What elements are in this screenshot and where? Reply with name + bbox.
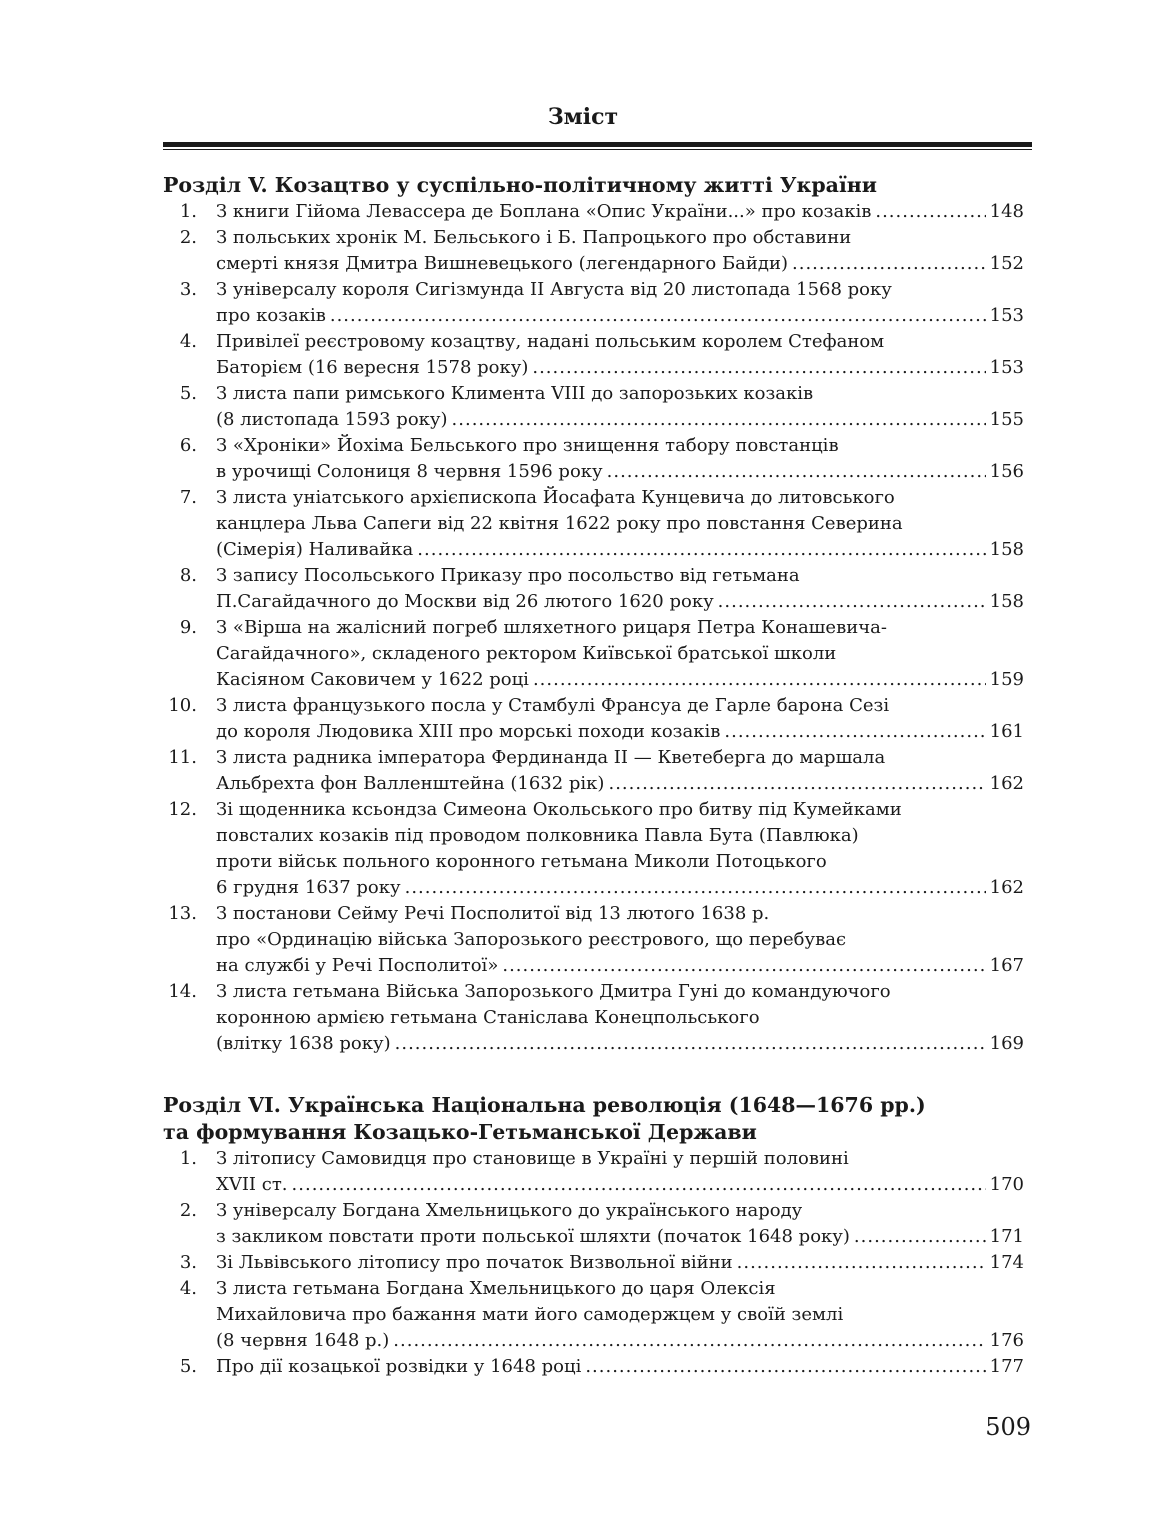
- toc-entry: [163, 485, 1032, 563]
- toc-entry-page: 174: [989, 1252, 1024, 1273]
- toc-entry-text-line: повсталих козаків під проводом полковника Павла Бута (Павлюка): [216, 825, 859, 846]
- toc-entry: [163, 329, 1032, 381]
- dot-leader: [405, 875, 986, 901]
- toc-entry: [163, 1198, 1032, 1250]
- dot-leader: [875, 199, 985, 225]
- toc-entry: [163, 199, 1032, 225]
- toc-entry: [163, 797, 1032, 901]
- toc-entry-text-line: З універсалу короля Сигізмунда II Августа від 20 листопада 1568 року: [216, 279, 892, 300]
- dot-leader: [502, 953, 985, 979]
- toc-entry-number: 3.: [179, 279, 197, 300]
- toc-entry-text-line: З листа французького посла у Стамбулі Франсуа де Гарле барона Сезі: [216, 695, 890, 716]
- toc-entry-number: 12.: [168, 799, 197, 820]
- toc-entry-text-line: З польських хронік М. Бельського і Б. Папроцького про обставини: [216, 227, 852, 248]
- toc-entry-text-line: Про дії козацької розвідки у 1648 році: [216, 1356, 582, 1377]
- toc-entry: [163, 615, 1032, 693]
- toc-entry: [163, 277, 1032, 329]
- toc-entry-page: 159: [989, 669, 1024, 690]
- toc-entry-text-line: З листа уніатського архієпископа Йосафата Кунцевича до литовського: [216, 487, 895, 508]
- toc-entry-text-line: З листа папи римського Климента VIII до запорозьких козаків: [216, 383, 814, 404]
- toc-entry: [163, 1276, 1032, 1354]
- toc-entry-text-line: (влітку 1638 року): [216, 1033, 391, 1054]
- dot-leader: [292, 1172, 986, 1198]
- dot-leader: [607, 459, 986, 485]
- toc-entry-page: 170: [989, 1174, 1024, 1195]
- toc-entry: [163, 979, 1032, 1057]
- header-rule-thin: [163, 149, 1032, 150]
- dot-leader: [724, 719, 985, 745]
- toc-entry-number: 14.: [168, 981, 197, 1002]
- toc-entry-text-line: смерті князя Дмитра Вишневецького (легендарного Байди): [216, 253, 789, 274]
- toc-entry-number: 1.: [179, 1148, 197, 1169]
- toc-entry-text-line: XVII ст.: [216, 1174, 288, 1195]
- toc-entry-page: 167: [989, 955, 1024, 976]
- toc-entry: [163, 745, 1032, 797]
- section-6-title-line-1: Розділ VI. Українська Національна революція (1648—1676 рр.): [163, 1093, 926, 1117]
- toc-entry-page: 153: [989, 305, 1024, 326]
- toc-entry-text-line: З листа радника імператора Фердинанда II — Кветеберга до маршала: [216, 747, 886, 768]
- dot-leader: [393, 1328, 985, 1354]
- toc-entry-page: 161: [989, 721, 1024, 742]
- toc-entry-page: 177: [989, 1356, 1024, 1377]
- toc-entry-number: 2.: [179, 227, 197, 248]
- toc-entry: [163, 563, 1032, 615]
- toc-entry-page: 156: [989, 461, 1024, 482]
- toc-entry-number: 5.: [179, 383, 197, 404]
- section-5-title: Розділ V. Козацтво у суспільно-політичному житті України: [163, 173, 877, 197]
- toc-entry-number: 3.: [179, 1252, 197, 1273]
- toc-entry-text-line: Альбрехта фон Валленштейна (1632 рік): [216, 773, 605, 794]
- toc-entry-text-line: (8 листопада 1593 року): [216, 409, 448, 430]
- toc-entry-page: 153: [989, 357, 1024, 378]
- toc-entry-number: 4.: [179, 331, 197, 352]
- dot-leader: [608, 771, 985, 797]
- toc-entry-number: 6.: [179, 435, 197, 456]
- toc-entry: [163, 901, 1032, 979]
- toc-entry-text-line: Касіяном Саковичем у 1622 році: [216, 669, 529, 690]
- toc-entry-text-line: П.Сагайдачного до Москви від 26 лютого 1620 року: [216, 591, 714, 612]
- toc-entry-page: 152: [989, 253, 1024, 274]
- section-5-entries: [163, 199, 1032, 1057]
- toc-entry: [163, 693, 1032, 745]
- toc-entry-number: 11.: [168, 747, 197, 768]
- toc-entry-page: 155: [989, 409, 1024, 430]
- toc-entry-text-line: З книги Гійома Левассера де Боплана «Опис України...» про козаків: [216, 201, 872, 222]
- toc-entry-text-line: про козаків: [216, 305, 326, 326]
- toc-entry-number: 10.: [168, 695, 197, 716]
- section-5: [163, 172, 1032, 1057]
- running-header-title: Зміст: [547, 104, 619, 130]
- toc-entry-number: 8.: [179, 565, 197, 586]
- toc-entry-page: 169: [989, 1033, 1024, 1054]
- toc-entry-text-line: Зі щоденника ксьондза Симеона Окольського про битву під Кумейками: [216, 799, 902, 820]
- toc-entry-number: 1.: [179, 201, 197, 222]
- toc-entry-page: 162: [989, 877, 1024, 898]
- dot-leader: [532, 355, 985, 381]
- toc-entry: [163, 433, 1032, 485]
- toc-entry-number: 9.: [179, 617, 197, 638]
- toc-entry-text-line: на службі у Речі Посполитої»: [216, 955, 499, 976]
- dot-leader: [417, 537, 985, 563]
- toc-entry-page: 162: [989, 773, 1024, 794]
- toc-entry-text-line: (Сімерія) Наливайка: [216, 539, 414, 560]
- toc-entry-number: 4.: [179, 1278, 197, 1299]
- dot-leader: [330, 303, 986, 329]
- toc-entry-page: 176: [989, 1330, 1024, 1351]
- toc-entry-number: 13.: [168, 903, 197, 924]
- toc-entry-number: 7.: [179, 487, 197, 508]
- toc-entry: [163, 225, 1032, 277]
- toc-entry-text-line: (8 червня 1648 р.): [216, 1330, 390, 1351]
- toc-entry-text-line: З універсалу Богдана Хмельницького до українського народу: [216, 1200, 803, 1221]
- toc-entry-page: 148: [989, 201, 1024, 222]
- toc-entry: [163, 1146, 1032, 1198]
- toc-entry-text-line: Сагайдачного», складеного ректором Київської братської школи: [216, 643, 837, 664]
- toc-entry: [163, 1354, 1032, 1380]
- toc-entry-page: 158: [989, 591, 1024, 612]
- toc-entry-text-line: З листа гетьмана Богдана Хмельницького до царя Олексія: [216, 1278, 776, 1299]
- dot-leader: [854, 1224, 986, 1250]
- dot-leader: [452, 407, 986, 433]
- toc-entry-text-line: проти військ польного коронного гетьмана Миколи Потоцького: [216, 851, 827, 872]
- toc-entry-text-line: до короля Людовика XIII про морські походи козаків: [216, 721, 721, 742]
- toc-entry-text-line: з закликом повстати проти польської шляхти (початок 1648 року): [216, 1226, 850, 1247]
- toc-entry-text-line: Баторієм (16 вересня 1578 року): [216, 357, 529, 378]
- toc-entry-text-line: канцлера Льва Сапеги від 22 квітня 1622 року про повстання Северина: [216, 513, 903, 534]
- toc-entry-text-line: З літопису Самовидця про становище в Україні у першій половині: [216, 1148, 849, 1169]
- toc-entry-text-line: Зі Львівського літопису про початок Визвольної війни: [216, 1252, 733, 1273]
- toc-entry-text-line: про «Ординацію війська Запорозького реєстрового, що перебуває: [216, 929, 847, 950]
- toc-entry-text-line: З листа гетьмана Війська Запорозького Дмитра Гуні до командуючого: [216, 981, 891, 1002]
- section-6-entries: [163, 1146, 1032, 1380]
- page-number: 509: [985, 1413, 1031, 1441]
- toc-entry-text-line: 6 грудня 1637 року: [216, 877, 401, 898]
- toc-entry: [163, 381, 1032, 433]
- toc-entry-text-line: в урочищі Солониця 8 червня 1596 року: [216, 461, 603, 482]
- toc-entry-text-line: коронною армією гетьмана Станіслава Конецпольського: [216, 1007, 760, 1028]
- toc-entry-text-line: Привілеї реєстровому козацтву, надані польським королем Стефаном: [216, 331, 885, 352]
- toc-entry-page: 171: [989, 1226, 1024, 1247]
- toc-entry-number: 2.: [179, 1200, 197, 1221]
- toc-entry-text-line: З постанови Сейму Речі Посполитої від 13 лютого 1638 р.: [216, 903, 770, 924]
- toc-entry-text-line: Михайловича про бажання мати його самодержцем у своїй землі: [216, 1304, 844, 1325]
- toc-entry-number: 5.: [179, 1356, 197, 1377]
- section-6: [163, 1092, 1032, 1380]
- section-6-title-line-2: та формування Козацько-Гетьманської Держави: [163, 1120, 757, 1144]
- dot-leader: [792, 251, 986, 277]
- toc-entry-page: 158: [989, 539, 1024, 560]
- toc-entry-text-line: З «Вірша на жалісний погреб шляхетного рицаря Петра Конашевича-: [216, 617, 887, 638]
- toc-entry-text-line: З запису Посольського Приказу про посольство від гетьмана: [216, 565, 800, 586]
- dot-leader: [737, 1250, 986, 1276]
- toc-entry: [163, 1250, 1032, 1276]
- dot-leader: [585, 1354, 985, 1380]
- dot-leader: [718, 589, 986, 615]
- toc-entry-text-line: З «Хроніки» Йохіма Бельського про знищення табору повстанців: [216, 435, 839, 456]
- dot-leader: [533, 667, 986, 693]
- dot-leader: [395, 1031, 986, 1057]
- header-rule-thick: [163, 142, 1032, 147]
